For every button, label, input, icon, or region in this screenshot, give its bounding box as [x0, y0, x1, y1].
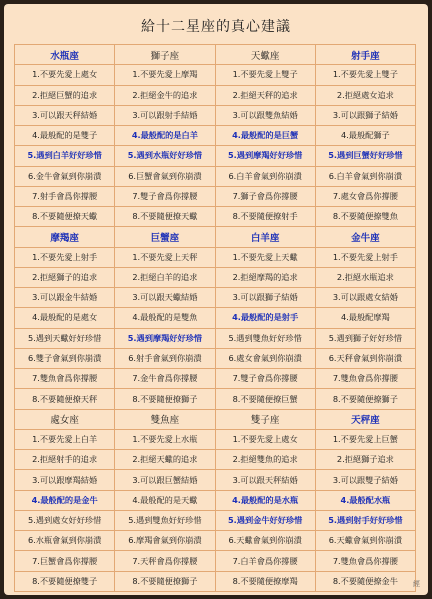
- advice-cell: 6.雙子會氣到你崩潰: [15, 349, 115, 369]
- advice-cell: 5.遇到射手好好珍惜: [316, 511, 416, 531]
- advice-cell: 3.可以跟金牛結婚: [15, 288, 115, 308]
- advice-cell: 4.最般配的是雙魚: [115, 308, 215, 328]
- advice-cell: 4.最般配的是水瓶: [216, 491, 316, 511]
- advice-cell: 6.金牛會氣到你崩潰: [15, 167, 115, 187]
- sign-header: 白羊座: [216, 227, 316, 247]
- advice-cell: 4.最般配的是雙子: [15, 126, 115, 146]
- advice-cell: 4.最般配的是金牛: [15, 491, 115, 511]
- page-title: 給十二星座的真心建議: [141, 19, 291, 35]
- advice-cell: 3.可以跟雙子結婚: [316, 470, 416, 490]
- sign-header: 摩羯座: [15, 227, 115, 247]
- advice-cell: 3.可以跟獅子結婚: [216, 288, 316, 308]
- advice-cell: 3.可以跟天蠍結婚: [115, 288, 215, 308]
- sign-header: 獅子座: [115, 45, 215, 65]
- advice-cell: 1.不要先愛上水瓶: [115, 430, 215, 450]
- advice-cell: 1.不要先愛上天秤: [115, 248, 215, 268]
- advice-cell: 2.拒絕白羊的追求: [115, 268, 215, 288]
- advice-cell: 6.水瓶會氣到你崩潰: [15, 531, 115, 551]
- advice-cell: 3.可以跟天秤結婚: [216, 470, 316, 490]
- page-frame: [4, 4, 428, 595]
- advice-cell: 5.遇到白羊好好珍惜: [15, 146, 115, 166]
- advice-cell: 2.拒絕金牛的追求: [115, 86, 215, 106]
- advice-cell: 7.金牛會爲你撐腰: [115, 369, 215, 389]
- advice-cell: 5.遇到獅子好好珍惜: [316, 329, 416, 349]
- advice-cell: 2.拒絕巨蟹的追求: [15, 86, 115, 106]
- advice-cell: 3.可以跟天秤結婚: [15, 106, 115, 126]
- advice-cell: 2.拒絕雙魚的追求: [216, 450, 316, 470]
- advice-cell: 4.最般配的是射手: [216, 308, 316, 328]
- advice-cell: 4.最般配摩羯: [316, 308, 416, 328]
- advice-cell: 5.遇到雙魚好好珍惜: [216, 329, 316, 349]
- sign-header: 巨蟹座: [115, 227, 215, 247]
- advice-cell: 8.不要隨便撩摩羯: [216, 572, 316, 592]
- advice-cell: 2.拒絕天蠍的追求: [115, 450, 215, 470]
- advice-cell: 2.拒絕處女追求: [316, 86, 416, 106]
- sign-header: 射手座: [316, 45, 416, 65]
- advice-cell: 6.天蠍會氣到你崩潰: [216, 531, 316, 551]
- advice-cell: 8.不要隨便撩天蠍: [15, 207, 115, 227]
- advice-cell: 8.不要隨便撩獅子: [316, 389, 416, 409]
- advice-cell: 5.遇到巨蟹好好珍惜: [316, 146, 416, 166]
- advice-cell: 6.白羊會氣到你崩潰: [316, 167, 416, 187]
- advice-cell: 5.遇到水瓶好好珍惜: [115, 146, 215, 166]
- advice-cell: 5.遇到雙魚好好珍惜: [115, 511, 215, 531]
- advice-cell: 1.不要先愛上處女: [216, 430, 316, 450]
- advice-cell: 8.不要隨便撩雙魚: [316, 207, 416, 227]
- sign-header: 天秤座: [316, 410, 416, 430]
- advice-cell: 2.拒絕獅子追求: [316, 450, 416, 470]
- advice-cell: 7.白羊會爲你撐腰: [216, 551, 316, 571]
- advice-cell: 6.白羊會氣到你崩潰: [216, 167, 316, 187]
- advice-cell: 2.拒絕水瓶追求: [316, 268, 416, 288]
- advice-cell: 7.雙子會爲你撐腰: [115, 187, 215, 207]
- advice-cell: 1.不要先愛上處女: [15, 65, 115, 85]
- advice-cell: 1.不要先愛上摩羯: [115, 65, 215, 85]
- advice-cell: 1.不要先愛上射手: [15, 248, 115, 268]
- advice-cell: 8.不要隨便撩天秤: [15, 389, 115, 409]
- advice-cell: 8.不要隨便撩雙子: [15, 572, 115, 592]
- advice-cell: 1.不要先愛上白羊: [15, 430, 115, 450]
- advice-cell: 3.可以跟處女結婚: [316, 288, 416, 308]
- sign-header: 金牛座: [316, 227, 416, 247]
- advice-cell: 5.遇到摩羯好好珍惜: [115, 329, 215, 349]
- advice-cell: 7.雙子會爲你撐腰: [216, 369, 316, 389]
- advice-cell: 7.處女會爲你撐腰: [316, 187, 416, 207]
- advice-cell: 6.射手會氣到你崩潰: [115, 349, 215, 369]
- advice-cell: 4.最般配水瓶: [316, 491, 416, 511]
- advice-cell: 6.處女會氣到你崩潰: [216, 349, 316, 369]
- advice-cell: 8.不要隨便撩獅子: [115, 389, 215, 409]
- advice-table: [14, 44, 416, 592]
- advice-cell: 4.最般配的是白羊: [115, 126, 215, 146]
- sign-header: 處女座: [15, 410, 115, 430]
- advice-cell: 6.巨蟹會氣到你崩潰: [115, 167, 215, 187]
- advice-cell: 8.不要隨便撩巨蟹: [216, 389, 316, 409]
- advice-cell: 6.天蠍會氣到你崩潰: [316, 531, 416, 551]
- advice-cell: 3.可以跟摩羯結婚: [15, 470, 115, 490]
- advice-cell: 3.可以跟獅子結婚: [316, 106, 416, 126]
- advice-cell: 6.摩羯會氣到你崩潰: [115, 531, 215, 551]
- advice-cell: 3.可以跟射手結婚: [115, 106, 215, 126]
- advice-cell: 4.最般配獅子: [316, 126, 416, 146]
- corner-mark: 經: [413, 580, 420, 588]
- advice-cell: 8.不要隨便撩金牛: [316, 572, 416, 592]
- advice-cell: 7.天秤會爲你撐腰: [115, 551, 215, 571]
- advice-cell: 3.可以跟雙魚結婚: [216, 106, 316, 126]
- advice-cell: 7.雙魚會爲你撐腰: [316, 551, 416, 571]
- advice-cell: 7.雙魚會爲你撐腰: [316, 369, 416, 389]
- advice-cell: 2.拒絕摩羯的追求: [216, 268, 316, 288]
- advice-cell: 4.最般配的是天蠍: [115, 491, 215, 511]
- advice-cell: 3.可以跟巨蟹結婚: [115, 470, 215, 490]
- advice-cell: 7.射手會爲你撐腰: [15, 187, 115, 207]
- advice-cell: 8.不要隨便撩獅子: [115, 572, 215, 592]
- advice-cell: 1.不要先愛上天蠍: [216, 248, 316, 268]
- advice-cell: 5.遇到天蠍好好珍惜: [15, 329, 115, 349]
- advice-cell: 4.最般配的是處女: [15, 308, 115, 328]
- advice-cell: 1.不要先愛上射手: [316, 248, 416, 268]
- sign-header: 雙魚座: [115, 410, 215, 430]
- advice-cell: 1.不要先愛上雙子: [216, 65, 316, 85]
- advice-cell: 5.遇到處女好好珍惜: [15, 511, 115, 531]
- sign-header: 水瓶座: [15, 45, 115, 65]
- sign-header: 雙子座: [216, 410, 316, 430]
- advice-cell: 2.拒絕天秤的追求: [216, 86, 316, 106]
- advice-cell: 5.遇到摩羯好好珍惜: [216, 146, 316, 166]
- sign-header: 天蠍座: [216, 45, 316, 65]
- advice-cell: 5.遇到金牛好好珍惜: [216, 511, 316, 531]
- advice-cell: 7.獅子會爲你撐腰: [216, 187, 316, 207]
- advice-cell: 2.拒絕射手的追求: [15, 450, 115, 470]
- advice-cell: 4.最般配的是巨蟹: [216, 126, 316, 146]
- advice-cell: 8.不要隨便撩射手: [216, 207, 316, 227]
- advice-cell: 1.不要先愛上雙子: [316, 65, 416, 85]
- advice-cell: 2.拒絕獅子的追求: [15, 268, 115, 288]
- advice-cell: 1.不要先愛上巨蟹: [316, 430, 416, 450]
- advice-cell: 7.巨蟹會爲你撐腰: [15, 551, 115, 571]
- advice-cell: 8.不要隨便撩天蠍: [115, 207, 215, 227]
- advice-cell: 7.雙魚會爲你撐腰: [15, 369, 115, 389]
- advice-cell: 6.天秤會氣到你崩潰: [316, 349, 416, 369]
